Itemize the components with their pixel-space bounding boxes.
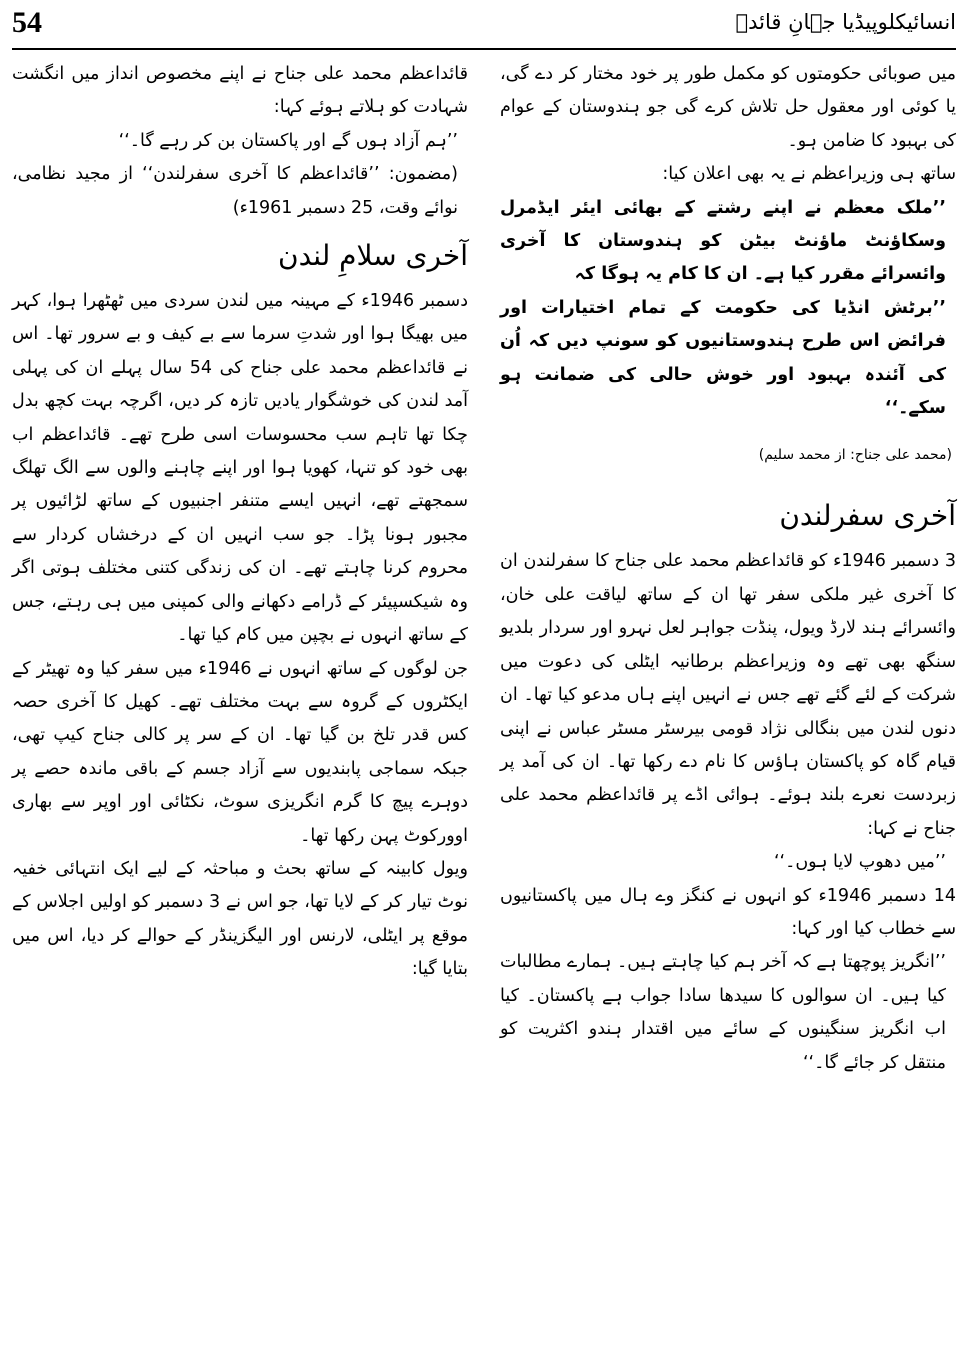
- section-heading: آخری سفرلندن: [779, 499, 956, 533]
- left-column: [12, 58, 468, 1358]
- running-title: انسائیکلوپیڈیا جہانِ قائدؒ: [735, 10, 956, 34]
- page-number: 54: [12, 6, 42, 39]
- paragraph: ساتھ ہی وزیراعظم نے یہ بھی اعلان کیا:: [662, 164, 956, 185]
- citation: (مضمون: ’’قائداعظم کا آخری سفرلندن‘‘ از مجید نظامی، نوائے وقت، 25 دسمبر 1961ء): [12, 164, 458, 218]
- paragraph: 3 دسمبر 1946ء کو قائداعظم محمد علی جناح کا سفرلندن ان کا آخری غیر ملکی سفر تھا ان کے ساتھ لیاقت علی خان، وائسرائے ہند لارڈ ویول، پنڈت جواہر لعل نہرو اور سردار بلدیو سنگھ بھی تھے وہ وزیراعظم برطانیہ ایٹلی کی دعوت میں شرکت کے لئے گئے تھے جس نے انہیں اپنے ہاں مدعو کیا تھا۔ ان دنوں لندن میں بنگالی نژاد قومی بیرسٹر مسٹر عباس نے اپنی قیام گاہ کو پاکستان ہاؤس کا نام دے رکھا تھا۔ ان کی آمد پر زبردست نعرے بلند ہوئے۔ ہوائی اڈے پر قائداعظم محمد علی جناح نے کہا:: [500, 551, 956, 839]
- quotation: ’’ہم آزاد ہوں گے اور پاکستان بن کر رہے گا۔‘‘: [118, 130, 458, 151]
- section-heading: آخری سلامِ لندن: [278, 239, 468, 273]
- paragraph: ویول کابینہ کے ساتھ بحث و مباحثہ کے لیے ایک انتہائی خفیہ نوٹ تیار کر کے لایا تھا، جو اس نے 3 دسمبر کو اولیں اجلاس کے موقع پر ایٹلی، لارنس اور الیگزینڈر کے حوالے کر دیا، اس میں بتایا گیا:: [12, 858, 469, 980]
- paragraph: 14 دسمبر 1946ء کو انہوں نے کنگز وے ہال میں پاکستانیوں سے خطاب کیا اور کہا:: [500, 885, 957, 939]
- right-column: [500, 58, 956, 1358]
- quotation: ’’برٹش انڈیا کی حکومت کے تمام اختیارات اور فرائض اس طرح ہندوستانیوں کو سونپ دیں کہ اُن کی آئندہ بہبود اور خوش حالی کی ضمانت ہو سکے۔‘‘: [500, 297, 946, 419]
- paragraph: جن لوگوں کے ساتھ انہوں نے 1946ء میں سفر کیا وہ تھیٹر کے ایکٹروں کے گروہ سے بہت مختلف تھے۔ کھیل کا آخری حصہ کس قدر تلخ بن گیا تھا۔ ان کے سر پر کالی جناح کیپ تھی، جبکہ سماجی پابندیوں سے آزاد جسم کے باقی ماندہ حصے پر دوہرے پیچ کا گرم انگریزی سوٹ، نکٹائی اور اوپر سے بھاری اوورکوٹ پہن رکھا تھا۔: [12, 658, 468, 846]
- page-header: [12, 4, 956, 48]
- paragraph: میں صوبائی حکومتوں کو مکمل طور پر خود مختار کر دے گی، یا کوئی اور معقول حل تلاش کرے گی جو ہندوستان کے عوام کی بہبود کا ضامن ہو۔: [500, 64, 956, 151]
- source-note: (محمد علی جناح: از محمد سلیم): [758, 447, 952, 464]
- paragraph: دسمبر 1946ء کے مہینہ میں لندن سردی میں ٹھٹھرا ہوا، کہر میں بھیگا ہوا اور شدتِ سرما سے بے کیف و بے سرور تھا۔ اس نے قائداعظم محمد علی جناح کی 54 سال پہلے ان کی پہلی آمد لندن کی خوشگوار یادیں تازہ کر دیں، اگرچہ بہت کچھ بدل چکا تھا تاہم سب محسوسات اسی طرح تھے۔ قائداعظم اب بھی خود کو تنہا، کھویا ہوا اور اپنے چاہنے والوں سے الگ تھلگ سمجھتے تھے، انہیں ایسے متنفر اجنبیوں کے ساتھ لڑائیوں پر مجبور ہونا پڑا۔ جو سب انہیں ان کے درخشاں کردار سے محروم کرنا چاہتے تھے۔ ان کی زندگی کتنی مختلف ہوتی اگر وہ شیکسپیئر کے ڈرامے دکھانے والی کمپنی میں ہی رہتے، جس کے ساتھ انہوں نے بچپن میں کام کیا تھا۔: [12, 291, 468, 646]
- header-divider: [12, 48, 956, 50]
- quotation: ’’انگریز پوچھتا ہے کہ آخر ہم کیا چاہتے ہیں۔ ہمارے مطالبات کیا ہیں۔ ان سوالوں کا سیدھا سادا جواب ہے پاکستان۔ کیا اب انگریز سنگینوں کے سائے میں اقتدار ہندو اکثریت کو منتقل کر جائے گا۔‘‘: [500, 952, 946, 1073]
- paragraph: قائداعظم محمد علی جناح نے اپنے مخصوص انداز میں انگشت شہادت کو ہلاتے ہوئے کہا:: [12, 64, 468, 118]
- quotation: ’’ملک معظم نے اپنے رشتے کے بھائی ایئر ایڈمرل وسکاؤنٹ ماؤنٹ بیٹن کو ہندوستان کا آخری وائسرائے مقرر کیا ہے۔ ان کا کام یہ ہوگا کہ: [500, 197, 946, 285]
- quotation: ’’میں دھوپ لایا ہوں۔‘‘: [773, 852, 946, 873]
